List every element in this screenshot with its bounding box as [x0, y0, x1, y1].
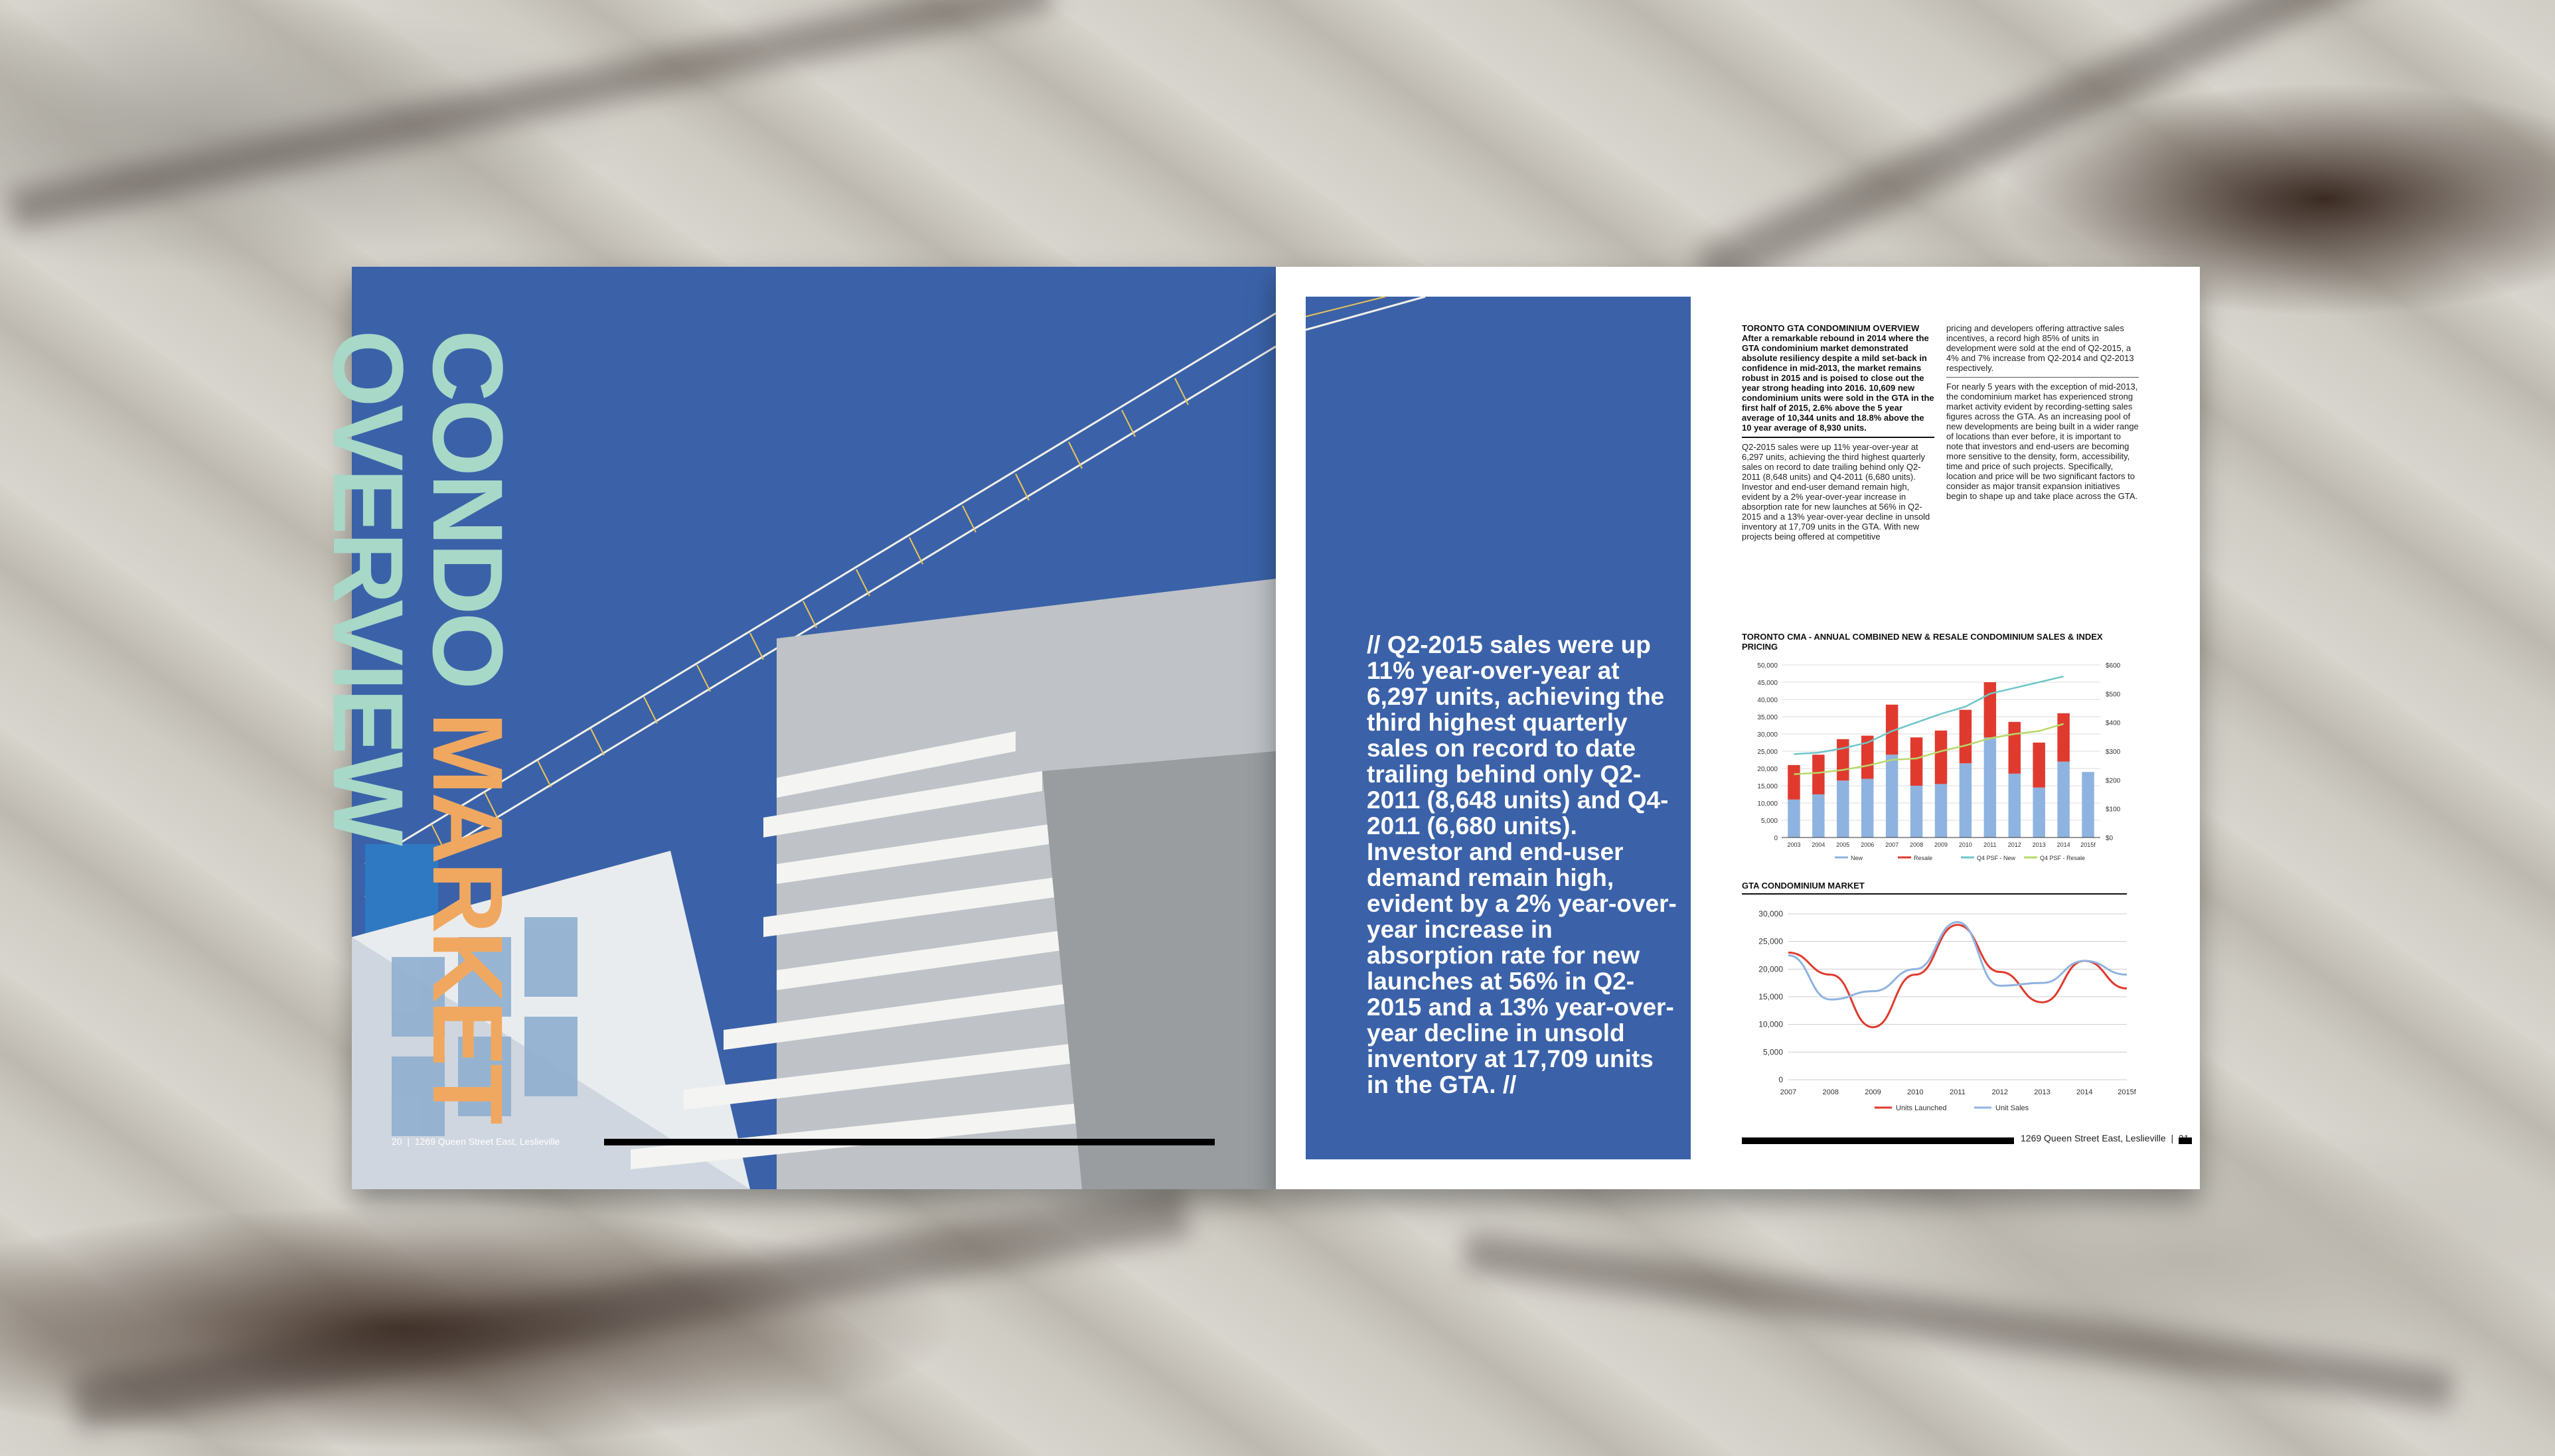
y-tick-label: 25,000 — [1757, 749, 1778, 756]
y-tick-label: 50,000 — [1757, 662, 1778, 670]
legend-label: Q4 PSF - Resale — [2040, 855, 2086, 861]
bar-resale — [1788, 765, 1800, 800]
x-tick-label: 2006 — [1861, 841, 1875, 848]
x-tick-label: 2014 — [2056, 841, 2070, 848]
x-tick-label: 2013 — [2032, 841, 2046, 848]
bar-new — [1960, 763, 1972, 837]
bar-resale — [1910, 737, 1922, 786]
y2-tick-label: $100 — [2106, 806, 2121, 814]
line-units-launched — [1788, 925, 2127, 1027]
headline-accent: MARKET — [412, 712, 524, 1122]
y2-tick-label: $400 — [2106, 719, 2121, 727]
headline — [412, 330, 524, 1122]
bar-new — [2057, 762, 2069, 837]
line-unit-sales — [1788, 922, 2127, 1000]
x-tick-label: 2004 — [1812, 841, 1825, 848]
left-footer-bar — [604, 1139, 1215, 1145]
bar-new — [1984, 737, 1996, 837]
bar-resale — [2057, 713, 2069, 762]
bar-new — [1837, 780, 1849, 837]
x-tick-label: 2012 — [1991, 1088, 2008, 1096]
y-tick-label: 30,000 — [1757, 731, 1778, 739]
right-footer: 1269 Queen Street East, Leslieville | — [2021, 1133, 2189, 1143]
fabric-fold — [70, 1183, 1191, 1431]
y2-tick-label: $0 — [2106, 835, 2114, 842]
y-tick-label: 45,000 — [1757, 680, 1778, 687]
y-tick-label: 0 — [1774, 835, 1778, 842]
left-footer-page: 20 — [392, 1136, 402, 1147]
chart1-title: TORONTO CMA - ANNUAL COMBINED NEW & RESALE CONDOMINIUM SALES & INDEX PRICING — [1742, 632, 2103, 652]
x-tick-label: 2015f — [2118, 1088, 2136, 1096]
x-tick-label: 2005 — [1836, 841, 1850, 848]
x-tick-label: 2007 — [1885, 841, 1899, 848]
legend-label: Resale — [1914, 855, 1933, 861]
body-paragraph-3: For nearly 5 years with the exception of mid-2013, the condominium market has experienced strong market activity evident by recording-setting sales figures across the GTA. As an increasing pool of new developments are being built in a wider range of locations than ever before, it is important to note that investors and end-users are becoming more sensitive to the density, form, accessibility, time and price of such projects. Specifically, location and price will be two significant factors to consider as major transit expansion initiatives begin to shape up and take place across the GTA. — [1946, 382, 2139, 501]
headline-line1: CONDO — [412, 330, 524, 712]
y-tick-label: 40,000 — [1757, 697, 1778, 704]
y2-tick-label: $200 — [2106, 777, 2121, 785]
y-tick-label: 10,000 — [1757, 800, 1778, 808]
fabric-fold — [1462, 1232, 2454, 1410]
y-tick-label: 15,000 — [1757, 783, 1778, 790]
x-tick-label: 2011 — [1983, 841, 1997, 848]
legend-label: Units Launched — [1896, 1104, 1947, 1112]
chart2-title: GTA CONDOMINIUM MARKET — [1742, 881, 2127, 895]
y-tick-label: 25,000 — [1758, 936, 1783, 946]
y-tick-label: 30,000 — [1758, 909, 1783, 918]
x-tick-label: 2010 — [1907, 1088, 1924, 1096]
bar-resale — [1960, 710, 1972, 764]
bar-new — [1910, 786, 1922, 837]
lead-paragraph: After a remarkable rebound in 2014 where the GTA condominium market demonstrated absolute resiliency despite a mild set-back in confidence in mid-2013, the market remains robust in 2015 and is poised to close out the year strong heading into 2016. 10,609 new condominium units were sold in the GTA in the first half of 2015, 2.6% above the 5 year average of 10,344 units and 18.8% above the 10 year average of 8,930 units. — [1742, 333, 1934, 433]
legend-label: Unit Sales — [1995, 1104, 2029, 1112]
y-tick-label: 5,000 — [1760, 818, 1778, 825]
line-q-psf-new — [1794, 676, 2063, 754]
section-title: TORONTO GTA CONDOMINIUM OVERVIEW — [1742, 323, 1920, 333]
chart2-gta-market — [1742, 901, 2140, 1120]
x-tick-label: 2009 — [1865, 1088, 1881, 1096]
right-footer-bar-end — [2179, 1137, 2192, 1144]
y2-tick-label: $500 — [2106, 691, 2121, 699]
bar-new — [1886, 755, 1898, 837]
left-footer: 20 | 1269 Queen Street East, Leslieville — [392, 1136, 560, 1147]
legend-label: New — [1851, 855, 1863, 861]
x-tick-label: 2014 — [2076, 1088, 2093, 1096]
x-tick-label: 2012 — [2007, 841, 2021, 848]
body-paragraph-1: Q2-2015 sales were up 11% year-over-year at 6,297 units, achieving the third highest quarterly sales on record to date trailing behind only Q2-2011 (8,648 units) and Q4-2011 (6,680 units). Investor and end-user demand remain high, evident by a 2% year-over-year increase in absorption rate for new launches at 56% in Q2-2015 and a 13% year-over-year decline in unsold inventory at 17,709 units in the GTA. With new projects being offered at competitive — [1742, 442, 1930, 542]
fabric-fold — [1693, 0, 2555, 294]
bar-resale — [1935, 731, 1947, 784]
y-tick-label: 20,000 — [1757, 766, 1778, 773]
bar-new — [2009, 774, 2021, 837]
headline-line2: OVERVIEW — [313, 330, 424, 843]
x-tick-label: 2003 — [1787, 841, 1801, 848]
bar-new — [1788, 800, 1800, 837]
left-page — [313, 267, 1276, 1189]
y-tick-label: 0 — [1778, 1075, 1783, 1084]
quote-panel — [1306, 297, 1691, 1159]
text-column-1 — [1742, 323, 1934, 542]
bar-new — [2082, 772, 2094, 837]
bar-resale — [2009, 722, 2021, 774]
right-footer-address: 1269 Queen Street East, Leslieville — [2021, 1133, 2166, 1143]
right-footer-bar — [1742, 1137, 2014, 1144]
fabric-fold — [7, 0, 1055, 230]
y-tick-label: 15,000 — [1758, 992, 1783, 1001]
divider — [1946, 377, 2139, 378]
bar-resale — [1837, 739, 1849, 780]
text-column-2 — [1946, 323, 2139, 501]
x-tick-label: 2007 — [1780, 1088, 1797, 1096]
x-tick-label: 2008 — [1910, 841, 1924, 848]
crane-tip — [1306, 297, 1438, 350]
bar-new — [1812, 794, 1824, 837]
y-tick-label: 10,000 — [1758, 1019, 1783, 1029]
y-tick-label: 35,000 — [1757, 714, 1778, 721]
pull-quote: // Q2-2015 sales were up 11% year-over-year at 6,297 units, achieving the third highest quarterly sales on record to date trailing behind only Q2-2011 (8,648 units) and Q4-2011 (6,680 units). Investor and end-user demand remain high, evident by a 2% year-over-year increase in absorption rate for new launches at 56% in Q2-2015 and a 13% year-over-year decline in unsold inventory at 17,709 units in the GTA. // — [1367, 631, 1677, 1098]
x-tick-label: 2011 — [1950, 1088, 1966, 1096]
bar-resale — [1984, 682, 1996, 737]
bar-new — [2033, 788, 2045, 837]
x-tick-label: 2009 — [1934, 841, 1948, 848]
body-paragraph-2: pricing and developers offering attractive sales incentives, a record high 85% of units in development were sold at the end of Q2-2015, a 4% and 7% increase from Q2-2014 and Q2-2013 respectively. — [1946, 323, 2134, 373]
right-page — [1276, 267, 2200, 1189]
y-tick-label: 5,000 — [1762, 1047, 1783, 1057]
left-footer-address: 1269 Queen Street East, Leslieville — [414, 1136, 560, 1147]
chart1-sales-index — [1742, 658, 2140, 877]
x-tick-label: 2013 — [2034, 1088, 2051, 1096]
bar-resale — [1812, 755, 1824, 794]
legend-label: Q4 PSF - New — [1977, 855, 2016, 861]
divider — [1742, 437, 1934, 438]
x-tick-label: 2010 — [1958, 841, 1972, 848]
x-tick-label: 2015f — [2080, 841, 2096, 848]
bar-new — [1861, 779, 1873, 837]
y2-tick-label: $600 — [2106, 662, 2121, 670]
bar-new — [1935, 784, 1947, 837]
bar-resale — [2033, 743, 2045, 788]
y-tick-label: 20,000 — [1758, 964, 1783, 974]
x-tick-label: 2008 — [1822, 1088, 1839, 1096]
y2-tick-label: $300 — [2106, 749, 2121, 756]
